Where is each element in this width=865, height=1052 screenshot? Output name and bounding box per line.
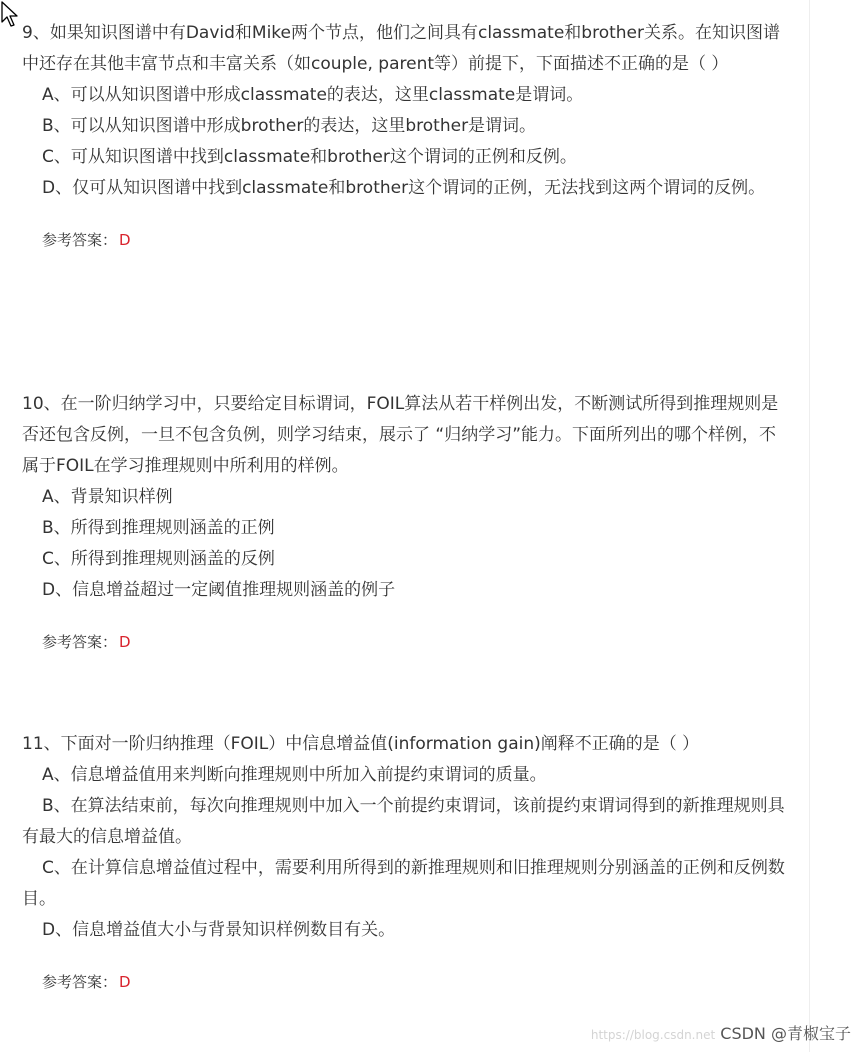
question-9	[22, 18, 792, 250]
question-stem: 10、在一阶归纳学习中，只要给定目标谓词，FOIL算法从若干样例出发，不断测试所得到推理规则是否还包含反例，一旦不包含负例，则学习结束，展示了 “归纳学习”能力。下面所列出的哪个样例，不属于FOIL在学习推理规则中所利用的样例。	[22, 394, 779, 476]
answer-value: D	[119, 973, 131, 991]
question-10	[22, 389, 792, 652]
answer-value: D	[119, 633, 131, 651]
option-a: A、可以从知识图谱中形成classmate的表达，这里classmate是谓词。	[42, 85, 584, 105]
option-c: C、所得到推理规则涵盖的反例	[42, 549, 275, 569]
question-11	[22, 729, 792, 992]
csdn-watermark	[591, 1021, 851, 1044]
watermark-url: https://blog.csdn.net	[590, 1028, 716, 1042]
question-stem: 9、如果知识图谱中有David和Mike两个节点，他们之间具有classmate和brother关系。在知识图谱中还存在其他丰富节点和丰富关系（如couple, parent等）前提下，下面描述不正确的是（ ）	[22, 23, 780, 74]
option-c: C、在计算信息增益值过程中，需要利用所得到的新推理规则和旧推理规则分别涵盖的正例和反例数目。	[22, 858, 785, 909]
option-d: D、信息增益值大小与背景知识样例数目有关。	[42, 920, 396, 940]
question-stem: 11、下面对一阶归纳推理（FOIL）中信息增益值(information gain)阐释不正确的是（ ）	[22, 734, 700, 754]
answer-label: 参考答案：	[42, 633, 118, 651]
option-b: B、在算法结束前，每次向推理规则中加入一个前提约束谓词，该前提约束谓词得到的新推理规则具有最大的信息增益值。	[22, 796, 785, 847]
reference-answer	[42, 972, 792, 992]
option-d: D、仅可从知识图谱中找到classmate和brother这个谓词的正例，无法找到这两个谓词的反例。	[42, 178, 766, 198]
option-d: D、信息增益超过一定阈值推理规则涵盖的例子	[42, 580, 396, 600]
option-b: B、可以从知识图谱中形成brother的表达，这里brother是谓词。	[42, 116, 537, 136]
mouse-pointer-icon	[0, 0, 22, 30]
answer-label: 参考答案：	[42, 231, 118, 249]
reference-answer	[42, 230, 792, 250]
option-a: A、背景知识样例	[42, 487, 173, 507]
answer-label: 参考答案：	[42, 973, 118, 991]
option-c: C、可从知识图谱中找到classmate和brother这个谓词的正例和反例。	[42, 147, 577, 167]
reference-answer	[42, 632, 792, 652]
right-divider	[809, 0, 810, 1052]
watermark-text: CSDN @青椒宝子	[720, 1024, 851, 1043]
option-a: A、信息增益值用来判断向推理规则中所加入前提约束谓词的质量。	[42, 765, 547, 785]
option-b: B、所得到推理规则涵盖的正例	[42, 518, 275, 538]
answer-value: D	[119, 231, 131, 249]
